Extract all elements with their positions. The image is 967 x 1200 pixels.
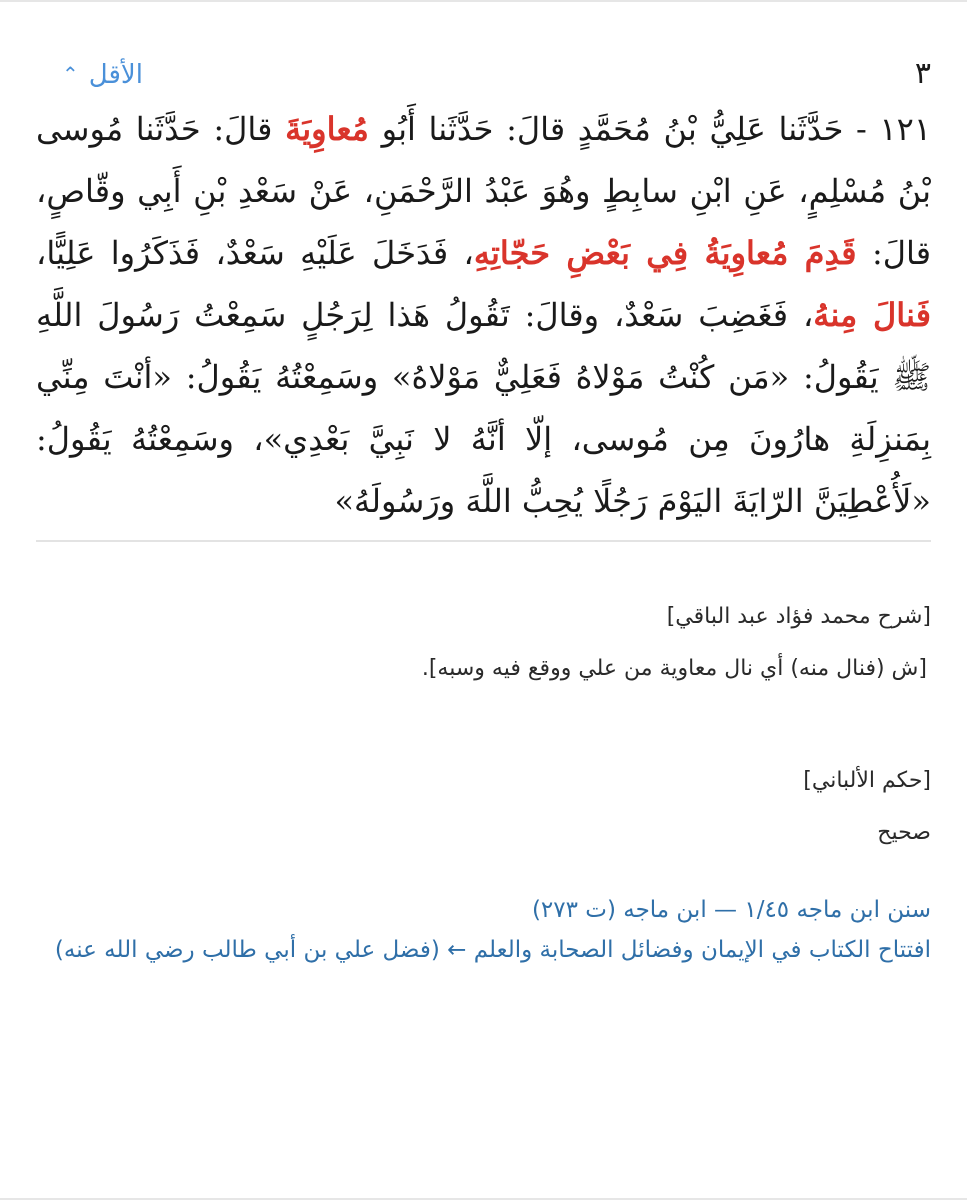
hadith-segment: ١٢١ - حَدَّثَنا عَلِيُّ بْنُ مُحَمَّدٍ قالَ: حَدَّثَنا أَبُو (368, 110, 932, 148)
commentary-title: [شرح محمد فؤاد عبد الباقي] (666, 604, 931, 629)
source-chapter-link[interactable]: افتتاح الكتاب في الإيمان وفضائل الصحابة والعلم ← (فضل علي بن أبي طالب رضي الله عنه) (54, 937, 931, 963)
hadith-highlight: مُعاوِيَةَ (285, 110, 369, 148)
section-divider (36, 540, 931, 542)
hadith-segment: قالَ: حَدَّثَنا مُوسى بْنُ مُسْلِمٍ، عَنِ ابْنِ سابِطٍ وهُوَ عَبْدُ الرَّحْمَنِ، عَنْ سَعْدِ بْنِ أَبِي وقّاصٍ، قالَ: (36, 110, 932, 272)
grading-value: صحيح (877, 820, 931, 845)
collapse-toggle-button[interactable] (62, 54, 143, 95)
hadith-highlight: قَدِمَ مُعاوِيَةُ فِي بَعْضِ حَجّاتِهِ (473, 234, 857, 272)
page-number: ٣ (914, 56, 931, 91)
source-book-link[interactable]: سنن ابن ماجه ١/٤٥ — ابن ماجه (ت ٢٧٣) (531, 897, 931, 923)
commentary-body: [ش (فنال منه) أي نال معاوية من علي ووقع فيه وسبه]. (421, 656, 927, 681)
hadith-segment: ، فَدَخَلَ عَلَيْهِ سَعْدٌ، فَذَكَرُوا عَلِيًّا، (36, 234, 474, 272)
commentary-section (36, 600, 931, 686)
grading-title: [حكم الألباني] (803, 768, 931, 793)
hadith-page (36, 0, 931, 970)
hadith-segment: ، فَغَضِبَ سَعْدٌ، وقالَ: تَقُولُ هَذا لِرَجُلٍ سَمِعْتُ رَسُولَ اللَّهِ ﷺ يَقُولُ: «مَن كُنْتُ مَوْلاهُ فَعَلِيٌّ مَوْلاهُ» وسَمِعْتُهُ يَقُولُ: «أنْتَ مِنِّي بِمَنزِلَةِ هارُونَ مِن مُوسى، إلّا أنَّهُ لا نَبِيَّ بَعْدِي»، وسَمِعْتُهُ يَقُولُ: «لَأُعْطِيَنَّ الرّايَةَ اليَوْمَ رَجُلًا يُحِبُّ اللَّهَ ورَسُولَهُ» (36, 296, 932, 520)
grading-section (36, 764, 931, 850)
collapse-label: الأقل (88, 60, 143, 90)
hadith-text (36, 98, 931, 532)
chevron-up-icon: ⌃ (62, 62, 79, 86)
hadith-highlight: فَنالَ مِنهُ (813, 296, 932, 334)
source-reference (36, 890, 931, 970)
page-header (36, 54, 931, 114)
